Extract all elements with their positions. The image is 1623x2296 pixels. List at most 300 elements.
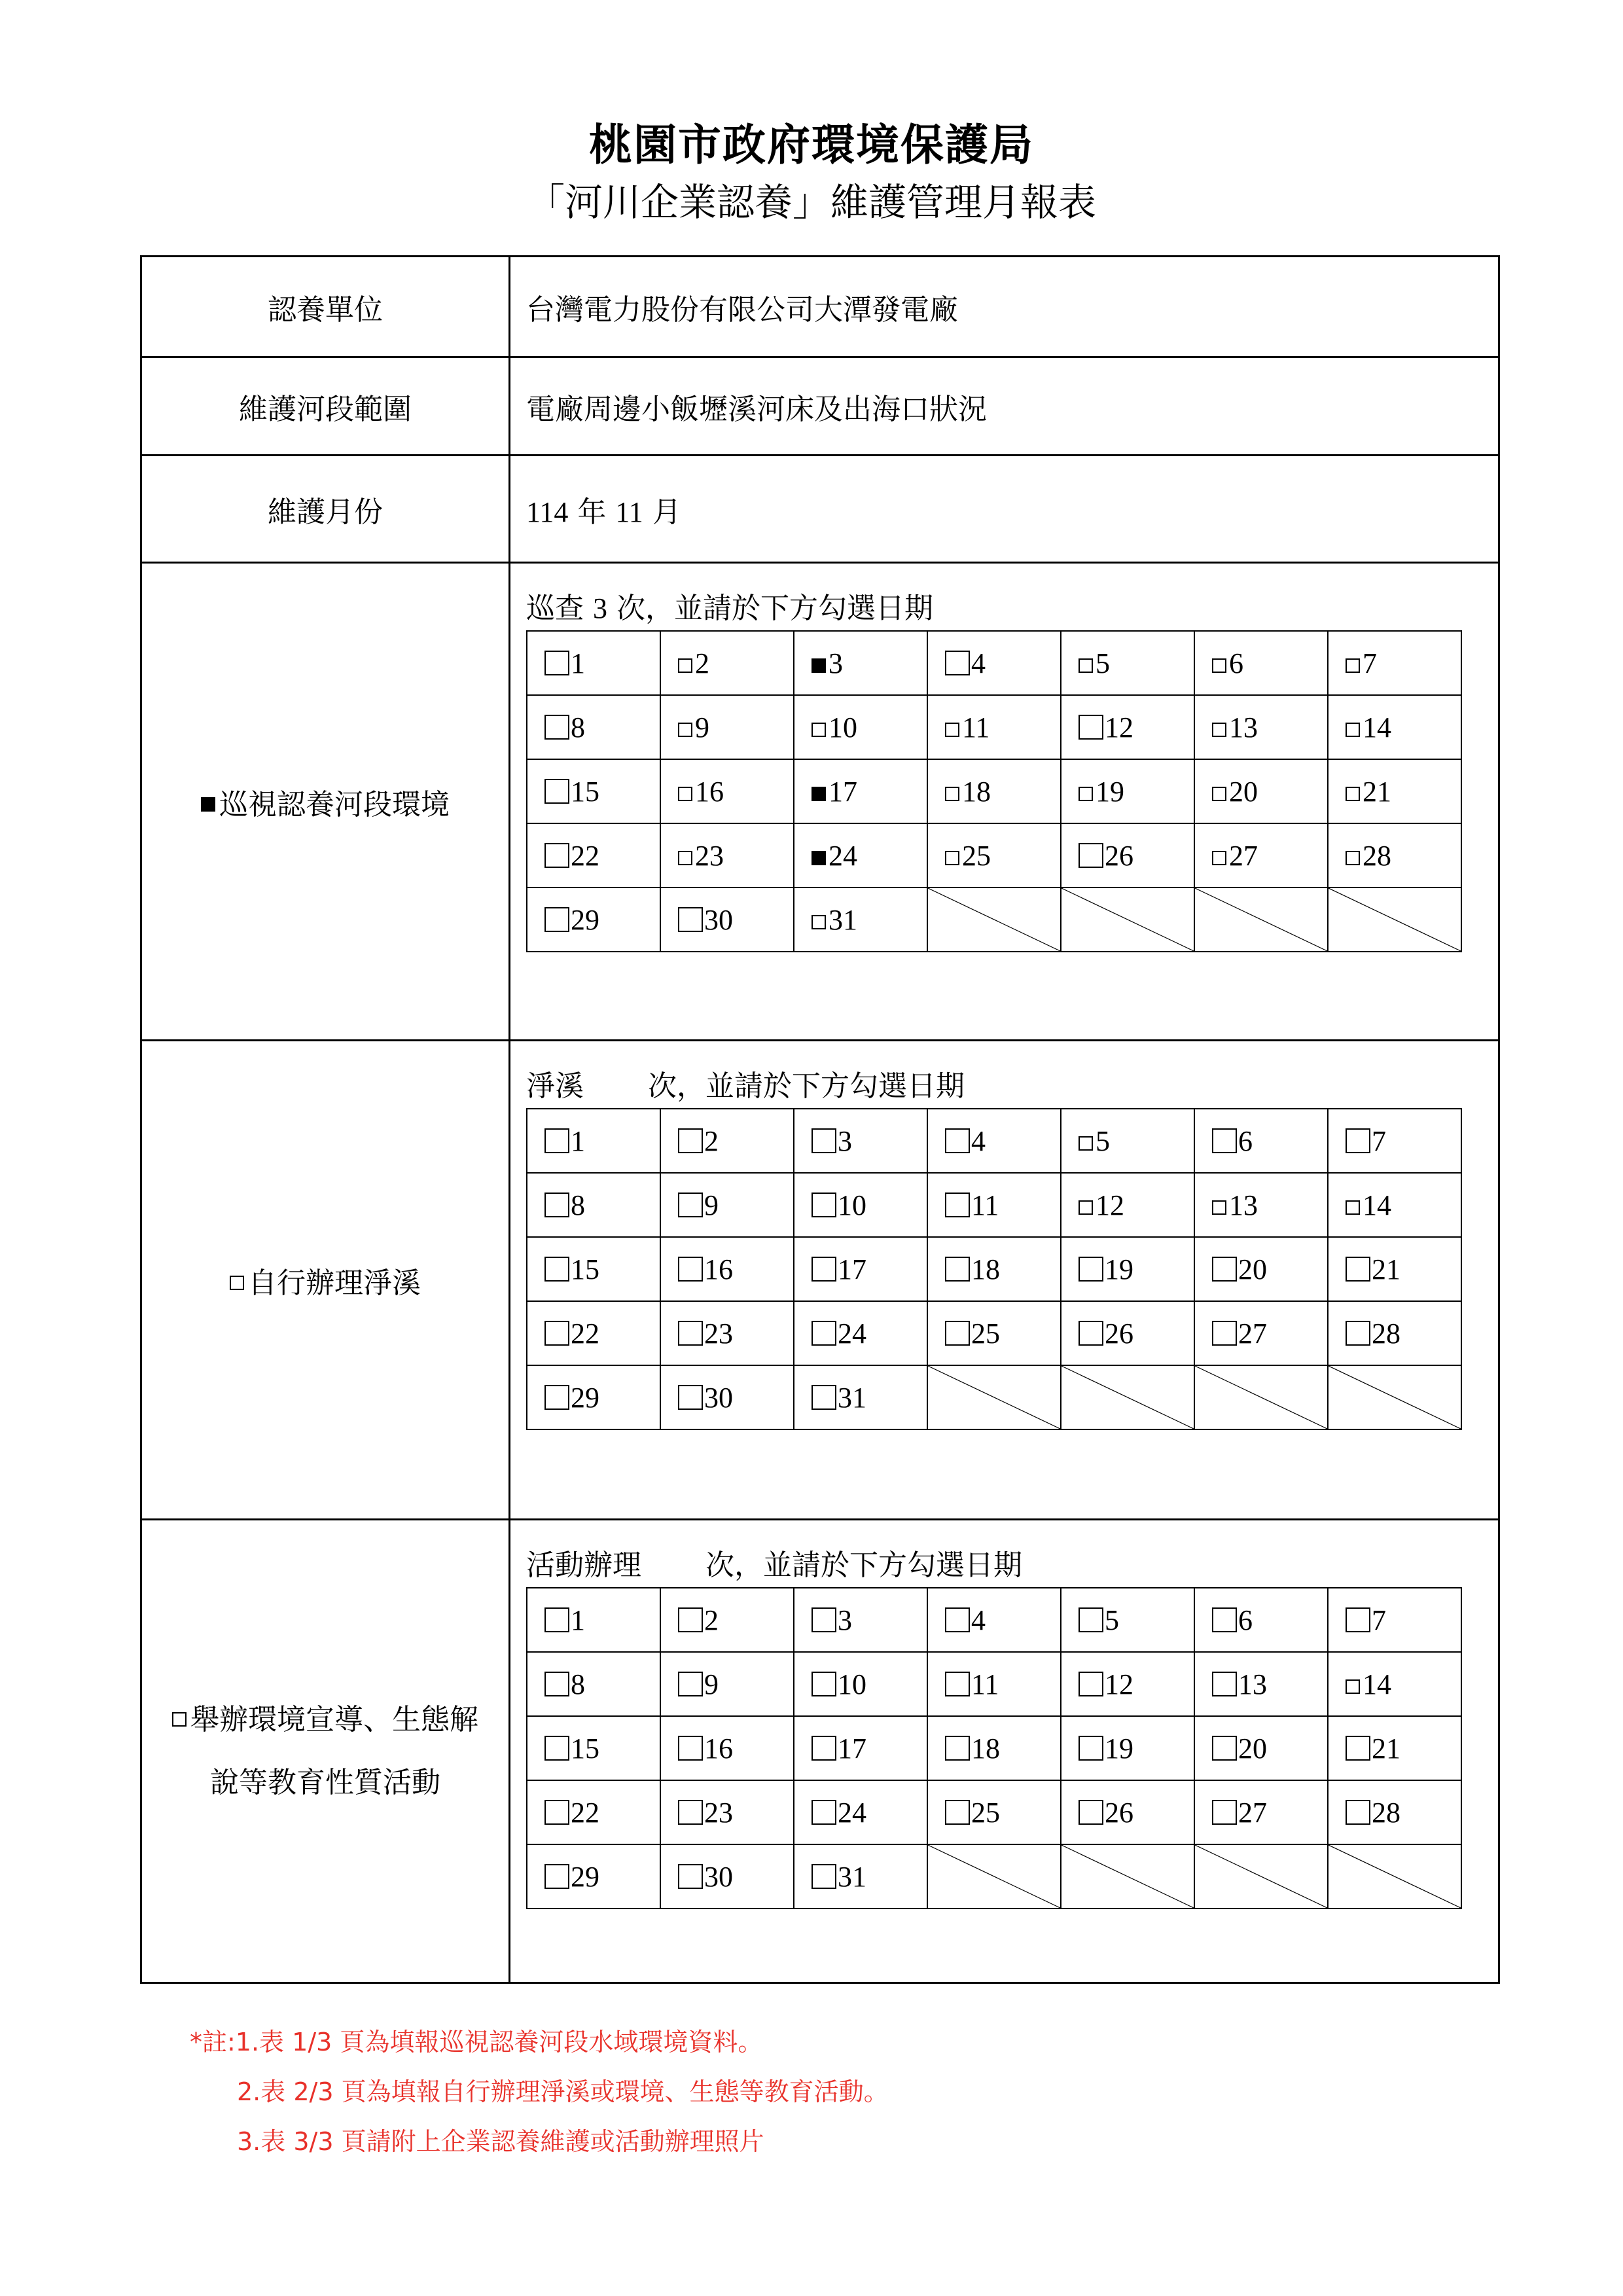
checkbox-icon[interactable]	[812, 1385, 836, 1410]
date-cell-19[interactable]	[1061, 1716, 1194, 1780]
checkbox-icon[interactable]	[678, 1385, 703, 1410]
date-number: 8	[571, 1189, 585, 1221]
section-event-label	[141, 1520, 510, 1983]
checkbox-icon[interactable]	[1346, 1607, 1370, 1632]
event-head-prefix: 活動辦理	[526, 1549, 641, 1582]
date-number: 29	[571, 1381, 599, 1414]
date-number: 15	[571, 775, 599, 808]
date-grid-row	[527, 1365, 1461, 1429]
checkbox-icon[interactable]	[544, 715, 569, 740]
date-cell-31[interactable]	[794, 1844, 927, 1909]
checkbox-icon[interactable]	[945, 651, 970, 675]
checkbox-icon[interactable]	[678, 787, 692, 801]
date-cell-28[interactable]	[1328, 823, 1461, 888]
date-cell-20[interactable]	[1194, 1716, 1328, 1780]
date-cell-18[interactable]	[927, 1716, 1061, 1780]
date-number: 11	[962, 711, 990, 744]
date-cell-7[interactable]	[1328, 1588, 1461, 1652]
date-cell-23[interactable]	[660, 1301, 794, 1365]
date-number: 16	[704, 1732, 733, 1765]
checkbox-icon[interactable]	[1079, 843, 1103, 868]
checkbox-icon[interactable]	[1346, 1679, 1360, 1694]
date-cell-21[interactable]	[1328, 1716, 1461, 1780]
date-number: 1	[571, 647, 585, 679]
date-cell-20[interactable]	[1194, 759, 1328, 823]
date-number: 22	[571, 839, 599, 872]
date-number: 2	[695, 647, 709, 679]
date-number: 24	[838, 1796, 866, 1829]
date-cell-6[interactable]	[1194, 1109, 1328, 1173]
date-cell-empty	[927, 888, 1061, 952]
date-cell-26[interactable]	[1061, 823, 1194, 888]
checkbox-icon[interactable]	[1212, 1736, 1237, 1761]
date-grid-row	[527, 1173, 1461, 1237]
date-cell-4[interactable]	[927, 1588, 1061, 1652]
date-number: 30	[704, 1860, 733, 1893]
date-cell-27[interactable]	[1194, 1301, 1328, 1365]
date-cell-17[interactable]	[794, 1716, 927, 1780]
date-cell-empty	[927, 1844, 1061, 1909]
date-cell-25[interactable]	[927, 823, 1061, 888]
date-number: 5	[1105, 1604, 1119, 1636]
date-cell-18[interactable]	[927, 1237, 1061, 1301]
checkbox-icon[interactable]	[812, 1607, 836, 1632]
month-year-unit: 年	[577, 495, 607, 529]
checked-box-icon[interactable]	[812, 851, 826, 865]
date-number: 19	[1105, 1253, 1133, 1285]
date-cell-empty	[1061, 1844, 1194, 1909]
date-number: 27	[1238, 1796, 1267, 1829]
date-number: 29	[571, 903, 599, 936]
date-number: 3	[829, 647, 843, 679]
date-cell-empty	[1194, 888, 1328, 952]
date-number: 8	[571, 711, 585, 744]
checkbox-icon[interactable]	[1079, 1321, 1103, 1346]
date-cell-26[interactable]	[1061, 1301, 1194, 1365]
checkbox-icon[interactable]	[1079, 787, 1093, 801]
range-value: 電廠周邊小飯壢溪河床及出海口狀況	[510, 357, 1499, 456]
checkbox-icon[interactable]	[945, 1321, 970, 1346]
date-cell-5[interactable]	[1061, 631, 1194, 695]
date-number: 11	[971, 1189, 999, 1221]
date-cell-13[interactable]	[1194, 1173, 1328, 1237]
date-cell-5[interactable]	[1061, 1588, 1194, 1652]
date-cell-12[interactable]	[1061, 1173, 1194, 1237]
date-number: 26	[1105, 1796, 1133, 1829]
date-cell-13[interactable]	[1194, 1652, 1328, 1716]
date-number: 31	[829, 903, 857, 936]
date-cell-30[interactable]	[660, 888, 794, 952]
date-cell-8[interactable]	[527, 1173, 660, 1237]
date-number: 24	[829, 839, 857, 872]
date-cell-2[interactable]	[660, 1109, 794, 1173]
date-cell-18[interactable]	[927, 759, 1061, 823]
date-cell-8[interactable]	[527, 695, 660, 759]
date-number: 18	[971, 1732, 1000, 1765]
org-title: 桃園市政府環境保護局	[589, 120, 1034, 170]
checkbox-icon[interactable]	[678, 658, 692, 673]
checkbox-icon[interactable]	[1079, 1800, 1103, 1825]
date-grid-row	[527, 759, 1461, 823]
date-cell-11[interactable]	[927, 1173, 1061, 1237]
checkbox-icon[interactable]	[544, 1193, 569, 1217]
date-number: 6	[1229, 647, 1243, 679]
checked-box-icon[interactable]	[812, 787, 826, 801]
date-number: 21	[1372, 1253, 1400, 1285]
date-cell-20[interactable]	[1194, 1237, 1328, 1301]
checkbox-icon[interactable]	[678, 851, 692, 865]
month-year: 114	[526, 495, 569, 528]
patrol-head-prefix: 巡查	[526, 592, 584, 625]
date-cell-10[interactable]	[794, 1173, 927, 1237]
checkbox-icon[interactable]	[544, 1672, 569, 1696]
checkbox-icon[interactable]	[1079, 1200, 1093, 1215]
date-cell-25[interactable]	[927, 1301, 1061, 1365]
date-cell-31[interactable]	[794, 1365, 927, 1429]
checkbox-icon[interactable]	[544, 1321, 569, 1346]
checkbox-icon[interactable]	[1079, 1736, 1103, 1761]
date-cell-empty	[1328, 1844, 1461, 1909]
checkbox-icon[interactable]	[1346, 723, 1360, 737]
checkbox-icon[interactable]	[1346, 1257, 1370, 1282]
checkbox-icon[interactable]	[678, 1736, 703, 1761]
date-cell-22[interactable]	[527, 1301, 660, 1365]
date-number: 27	[1238, 1317, 1267, 1350]
checkbox-icon[interactable]	[812, 723, 826, 737]
date-grid-row	[527, 1588, 1461, 1652]
checkbox-icon[interactable]	[1346, 1200, 1360, 1215]
date-cell-empty	[1061, 888, 1194, 952]
date-cell-14[interactable]	[1328, 695, 1461, 759]
checkbox-icon[interactable]	[812, 1736, 836, 1761]
date-number: 31	[838, 1381, 866, 1414]
checkbox-icon[interactable]	[1212, 1607, 1237, 1632]
date-number: 28	[1363, 839, 1391, 872]
date-grid-row	[527, 1237, 1461, 1301]
month-value	[510, 456, 1499, 563]
section-cleanup-body	[510, 1041, 1499, 1520]
section-patrol-body	[510, 563, 1499, 1041]
date-cell-26[interactable]	[1061, 1780, 1194, 1844]
date-cell-1[interactable]	[527, 631, 660, 695]
date-number: 28	[1372, 1317, 1400, 1350]
cleanup-date-grid	[526, 1108, 1462, 1430]
date-number: 10	[829, 711, 857, 744]
date-cell-16[interactable]	[660, 1237, 794, 1301]
checkbox-icon[interactable]	[1212, 658, 1226, 673]
checkbox-icon[interactable]	[678, 1864, 703, 1889]
report-table	[140, 255, 1500, 1984]
date-cell-29[interactable]	[527, 1365, 660, 1429]
date-cell-17[interactable]	[794, 759, 927, 823]
date-number: 7	[1363, 647, 1377, 679]
date-cell-17[interactable]	[794, 1237, 927, 1301]
note-1: *註:1.表 1/3 頁為填報巡視認養河段水域環境資料。	[190, 2028, 763, 2056]
date-cell-23[interactable]	[660, 1780, 794, 1844]
checkbox-icon[interactable]	[678, 1800, 703, 1825]
date-cell-21[interactable]	[1328, 1237, 1461, 1301]
checkbox-icon[interactable]	[544, 1736, 569, 1761]
patrol-date-grid	[526, 630, 1462, 952]
patrol-label-text: 巡視認養河段環境	[219, 787, 450, 821]
date-cell-30[interactable]	[660, 1365, 794, 1429]
date-cell-empty	[1328, 1365, 1461, 1429]
checkbox-icon[interactable]	[1079, 1136, 1093, 1151]
checkbox-icon[interactable]	[945, 851, 959, 865]
date-cell-4[interactable]	[927, 631, 1061, 695]
date-cell-31[interactable]	[794, 888, 927, 952]
event-label-line2: 說等教育性質活動	[210, 1765, 440, 1799]
checkbox-icon[interactable]	[812, 1257, 836, 1282]
date-cell-28[interactable]	[1328, 1301, 1461, 1365]
checkbox-icon[interactable]	[678, 723, 692, 737]
date-grid-row	[527, 1780, 1461, 1844]
date-number: 26	[1105, 1317, 1133, 1350]
checkbox-icon[interactable]	[945, 1193, 970, 1217]
date-number: 20	[1229, 775, 1258, 808]
date-number: 13	[1229, 1189, 1258, 1221]
checkbox-icon[interactable]	[544, 1864, 569, 1889]
checkbox-icon[interactable]	[945, 723, 959, 737]
checkbox-icon[interactable]	[1212, 1128, 1237, 1153]
section-event-body	[510, 1520, 1499, 1983]
date-number: 21	[1363, 775, 1391, 808]
checkbox-icon[interactable]	[1212, 1672, 1237, 1696]
date-number: 2	[704, 1124, 719, 1157]
event-head	[510, 1520, 1498, 1582]
checkbox-icon[interactable]	[1079, 1257, 1103, 1282]
date-cell-13[interactable]	[1194, 695, 1328, 759]
month-month-unit: 月	[652, 495, 681, 529]
event-date-grid	[526, 1587, 1462, 1909]
date-grid-row	[527, 631, 1461, 695]
date-number: 22	[571, 1317, 599, 1350]
checkbox-icon[interactable]	[544, 1800, 569, 1825]
date-number: 27	[1229, 839, 1258, 872]
date-cell-24[interactable]	[794, 1780, 927, 1844]
date-number: 15	[571, 1732, 599, 1765]
checkbox-icon[interactable]	[1212, 1321, 1237, 1346]
cleanup-head	[510, 1041, 1498, 1103]
checkbox-icon[interactable]	[544, 907, 569, 932]
checkbox-icon[interactable]	[1212, 723, 1226, 737]
date-number: 1	[571, 1124, 585, 1157]
date-cell-6[interactable]	[1194, 1588, 1328, 1652]
date-cell-10[interactable]	[794, 695, 927, 759]
patrol-head-count: 3	[593, 592, 607, 624]
checkbox-icon[interactable]	[678, 1321, 703, 1346]
date-cell-15[interactable]	[527, 759, 660, 823]
cleanup-checkbox[interactable]	[230, 1276, 244, 1290]
date-number: 30	[704, 903, 733, 936]
date-number: 5	[1096, 1124, 1110, 1157]
footnotes	[190, 2017, 889, 2166]
date-number: 19	[1105, 1732, 1133, 1765]
date-cell-empty	[927, 1365, 1061, 1429]
date-cell-19[interactable]	[1061, 759, 1194, 823]
date-number: 28	[1372, 1796, 1400, 1829]
checkbox-icon[interactable]	[812, 1128, 836, 1153]
date-cell-22[interactable]	[527, 823, 660, 888]
checkbox-icon[interactable]	[1346, 851, 1360, 865]
date-cell-12[interactable]	[1061, 695, 1194, 759]
date-cell-27[interactable]	[1194, 1780, 1328, 1844]
checkbox-icon[interactable]	[945, 787, 959, 801]
checked-box-icon[interactable]	[812, 658, 826, 673]
checkbox-icon[interactable]	[1346, 787, 1360, 801]
date-number: 5	[1096, 647, 1110, 679]
date-number: 25	[962, 839, 991, 872]
date-cell-empty	[1328, 888, 1461, 952]
date-cell-23[interactable]	[660, 823, 794, 888]
date-cell-2[interactable]	[660, 631, 794, 695]
date-cell-6[interactable]	[1194, 631, 1328, 695]
date-number: 16	[695, 775, 724, 808]
checkbox-icon[interactable]	[1212, 851, 1226, 865]
checkbox-icon[interactable]	[678, 1257, 703, 1282]
date-cell-30[interactable]	[660, 1844, 794, 1909]
checkbox-icon[interactable]	[678, 1607, 703, 1632]
date-grid-row	[527, 1301, 1461, 1365]
date-number: 10	[838, 1668, 866, 1700]
date-cell-7[interactable]	[1328, 631, 1461, 695]
checkbox-icon[interactable]	[1212, 1200, 1226, 1215]
date-cell-9[interactable]	[660, 1173, 794, 1237]
checkbox-icon[interactable]	[1079, 715, 1103, 740]
checkbox-icon[interactable]	[544, 651, 569, 675]
date-cell-10[interactable]	[794, 1652, 927, 1716]
date-cell-9[interactable]	[660, 695, 794, 759]
date-cell-empty	[1194, 1365, 1328, 1429]
date-cell-14[interactable]	[1328, 1652, 1461, 1716]
date-cell-25[interactable]	[927, 1780, 1061, 1844]
checkbox-icon[interactable]	[1346, 1321, 1370, 1346]
date-number: 31	[838, 1860, 866, 1893]
checkbox-icon[interactable]	[544, 1128, 569, 1153]
checkbox-icon[interactable]	[812, 1321, 836, 1346]
checkbox-icon[interactable]	[945, 1607, 970, 1632]
date-cell-21[interactable]	[1328, 759, 1461, 823]
patrol-checkbox[interactable]	[201, 797, 215, 812]
month-label: 維護月份	[141, 456, 510, 563]
checkbox-icon[interactable]	[544, 843, 569, 868]
checkbox-icon[interactable]	[1346, 1128, 1370, 1153]
checkbox-icon[interactable]	[1079, 658, 1093, 673]
section-cleanup-label	[141, 1041, 510, 1520]
unit-label: 認養單位	[141, 257, 510, 357]
date-cell-11[interactable]	[927, 1652, 1061, 1716]
cleanup-label-text: 自行辦理淨溪	[248, 1266, 421, 1300]
date-grid-row	[527, 1109, 1461, 1173]
date-cell-19[interactable]	[1061, 1237, 1194, 1301]
date-number: 6	[1238, 1124, 1253, 1157]
checkbox-icon[interactable]	[1079, 1672, 1103, 1696]
date-cell-2[interactable]	[660, 1588, 794, 1652]
date-number: 30	[704, 1381, 733, 1414]
date-number: 7	[1372, 1604, 1386, 1636]
checkbox-icon[interactable]	[544, 779, 569, 804]
checkbox-icon[interactable]	[544, 1607, 569, 1632]
event-checkbox[interactable]	[172, 1712, 187, 1727]
date-cell-4[interactable]	[927, 1109, 1061, 1173]
date-cell-12[interactable]	[1061, 1652, 1194, 1716]
date-cell-11[interactable]	[927, 695, 1061, 759]
date-cell-24[interactable]	[794, 823, 927, 888]
date-number: 10	[838, 1189, 866, 1221]
date-cell-22[interactable]	[527, 1780, 660, 1844]
checkbox-icon[interactable]	[812, 1864, 836, 1889]
date-cell-15[interactable]	[527, 1237, 660, 1301]
date-cell-27[interactable]	[1194, 823, 1328, 888]
date-number: 3	[838, 1124, 852, 1157]
date-number: 13	[1229, 711, 1258, 744]
date-grid-row	[527, 1716, 1461, 1780]
date-cell-3[interactable]	[794, 631, 927, 695]
date-number: 13	[1238, 1668, 1267, 1700]
date-cell-29[interactable]	[527, 1844, 660, 1909]
date-cell-5[interactable]	[1061, 1109, 1194, 1173]
checkbox-icon[interactable]	[1346, 1800, 1370, 1825]
checkbox-icon[interactable]	[1212, 787, 1226, 801]
checkbox-icon[interactable]	[945, 1257, 970, 1282]
checkbox-icon[interactable]	[678, 907, 703, 932]
date-number: 1	[571, 1604, 585, 1636]
date-cell-1[interactable]	[527, 1588, 660, 1652]
checkbox-icon[interactable]	[678, 1128, 703, 1153]
checkbox-icon[interactable]	[812, 1193, 836, 1217]
checkbox-icon[interactable]	[1212, 1800, 1237, 1825]
checkbox-icon[interactable]	[544, 1385, 569, 1410]
checkbox-icon[interactable]	[678, 1672, 703, 1696]
checkbox-icon[interactable]	[1346, 658, 1360, 673]
checkbox-icon[interactable]	[1212, 1257, 1237, 1282]
checkbox-icon[interactable]	[1079, 1607, 1103, 1632]
checkbox-icon[interactable]	[678, 1193, 703, 1217]
date-cell-14[interactable]	[1328, 1173, 1461, 1237]
date-cell-29[interactable]	[527, 888, 660, 952]
checkbox-icon[interactable]	[812, 1672, 836, 1696]
date-cell-3[interactable]	[794, 1109, 927, 1173]
date-cell-8[interactable]	[527, 1652, 660, 1716]
date-cell-24[interactable]	[794, 1301, 927, 1365]
checkbox-icon[interactable]	[945, 1800, 970, 1825]
checkbox-icon[interactable]	[812, 1800, 836, 1825]
note-2: 2.表 2/3 頁為填報自行辦理淨溪或環境、生態等教育活動。	[237, 2077, 889, 2106]
date-cell-16[interactable]	[660, 1716, 794, 1780]
checkbox-icon[interactable]	[544, 1257, 569, 1282]
date-cell-1[interactable]	[527, 1109, 660, 1173]
date-cell-9[interactable]	[660, 1652, 794, 1716]
date-number: 9	[704, 1189, 719, 1221]
checkbox-icon[interactable]	[945, 1128, 970, 1153]
patrol-head	[510, 564, 1498, 625]
checkbox-icon[interactable]	[945, 1736, 970, 1761]
checkbox-icon[interactable]	[1346, 1736, 1370, 1761]
date-number: 26	[1105, 839, 1133, 872]
form-title: 「河川企業認養」維護管理月報表	[526, 180, 1096, 224]
date-grid-row	[527, 888, 1461, 952]
date-cell-empty	[1061, 1365, 1194, 1429]
checkbox-icon[interactable]	[945, 1672, 970, 1696]
date-cell-3[interactable]	[794, 1588, 927, 1652]
date-cell-7[interactable]	[1328, 1109, 1461, 1173]
date-cell-16[interactable]	[660, 759, 794, 823]
date-cell-15[interactable]	[527, 1716, 660, 1780]
date-number: 23	[704, 1317, 733, 1350]
checkbox-icon[interactable]	[812, 915, 826, 929]
date-number: 18	[971, 1253, 1000, 1285]
date-cell-28[interactable]	[1328, 1780, 1461, 1844]
